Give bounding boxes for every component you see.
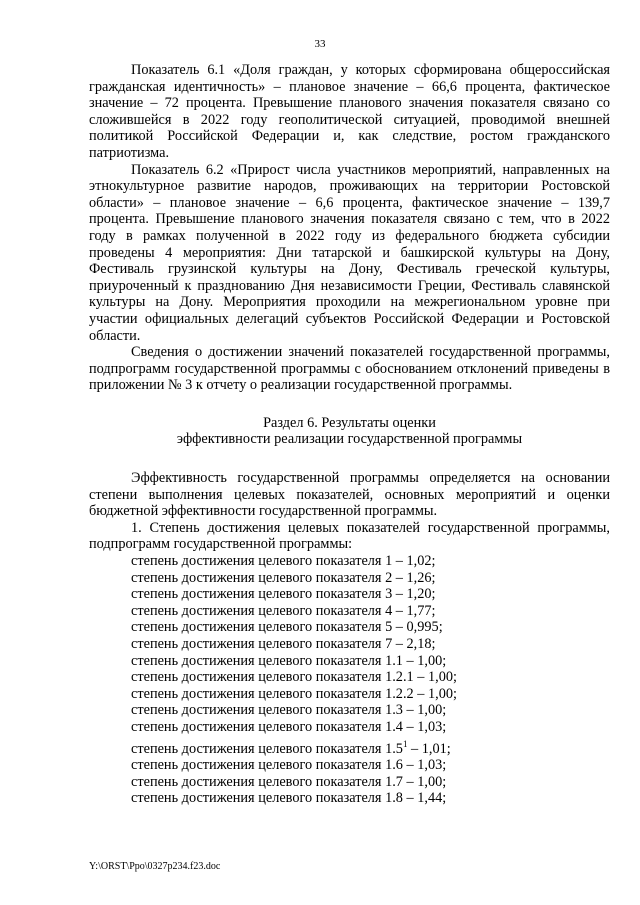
list-item [89,636,610,653]
footnote-marker: 1 [402,738,408,749]
page-number: 33 [314,38,326,50]
indicator-text: степень достижения целевого показателя 1.6 – 1,03; [131,756,447,773]
indicator-text: степень достижения целевого показателя 1.3 – 1,00; [131,702,447,719]
list-item [89,619,610,636]
list-item [89,790,610,807]
indicator-text: степень достижения целевого показателя 2 – 1,26; [131,569,436,586]
paragraph-indicator-6-2: Показатель 6.2 «Прирост числа участников мероприятий, направленных на этнокультурное развитие народов, проживающих на территории Ростовской области» – плановое значение – 6,6 процента, фактическое значение – 139,7 процента. Превышение планового значения показателя связано с тем, что в 2022 году в рамках полученной в 2022 году из федерального бюджета субсидии проведены 4 мероприятия: Дни татарской и башкирской культуры на Дону, Фестиваль грузинской культуры на Дону, Фестиваль греческой культуры, приуроченный к празднованию Дня независимости Греции, Фестиваль славянской культуры на Дону. Мероприятия проходили на межрегиональном уровне при участии официальных делегаций субъектов Российской Федерации и Ростовской области. [89,161,610,344]
paragraph-appendix-reference: Сведения о достижении значений показателей государственной программы, подпрограмм государственной программы с обоснованием отклонений приведены в приложении № 3 к отчету о реализации государственной программы. [89,344,610,394]
indicator-list [89,553,610,807]
indicator-text: степень достижения целевого показателя 1 – 1,02; [131,553,436,570]
list-item [89,553,610,570]
section-heading [89,394,610,470]
section-heading-line-1: Раздел 6. Результаты оценки [263,414,436,431]
indicator-value: – 1,01; [407,740,451,757]
document-body [89,62,610,807]
indicator-text: степень достижения целевого показателя 1.2.2 – 1,00; [131,685,457,702]
indicator-text: степень достижения целевого показателя 5 – 0,995; [131,619,443,636]
list-item [89,603,610,620]
list-item [89,736,610,757]
list-item [89,669,610,686]
indicator-text: степень достижения целевого показателя 3 – 1,20; [131,586,436,603]
list-item [89,719,610,736]
indicator-text: степень достижения целевого показателя 1.4 – 1,03; [131,718,447,735]
list-item [89,570,610,587]
list-item [89,702,610,719]
list-item [89,757,610,774]
list-item [89,586,610,603]
indicator-text: степень достижения целевого показателя 1.7 – 1,00; [131,773,447,790]
list-item [89,653,610,670]
paragraph-indicator-6-1: Показатель 6.1 «Доля граждан, у которых сформирована общероссийская гражданская идентичность» – плановое значение – 66,6 процента, фактическое значение – 72 процента. Превышение планового значения показателя связано со сложившейся в 2022 году геополитической ситуацией, проводимой внешней политикой Российской Федерации и, как следствие, ростом гражданского патриотизма. [89,62,610,161]
list-item [89,686,610,703]
paragraph-efficiency: Эффективность государственной программы определяется на основании степени выполнения целевых показателей, основных мероприятий и оценки бюджетной эффективности государственной программы. [89,470,610,520]
indicator-text: степень достижения целевого показателя 1.1 – 1,00; [131,652,447,669]
indicator-text: степень достижения целевого показателя 4 – 1,77; [131,602,436,619]
list-item [89,774,610,791]
indicator-text: степень достижения целевого показателя 7 – 2,18; [131,636,436,652]
indicator-text: степень достижения целевого показателя 1.8 – 1,44; [131,790,447,807]
footer-file-path: Y:\ORST\Ppo\0327p234.f23.doc [89,861,221,872]
section-heading-line-2: эффективности реализации государственной программы [176,431,523,448]
indicator-text: степень достижения целевого показателя 1.5 [131,740,403,757]
indicator-text: степень достижения целевого показателя 1.2.1 – 1,00; [131,669,457,686]
paragraph-achievement-degree: 1. Степень достижения целевых показателей государственной программы, подпрограмм государственной программы: [89,519,610,553]
